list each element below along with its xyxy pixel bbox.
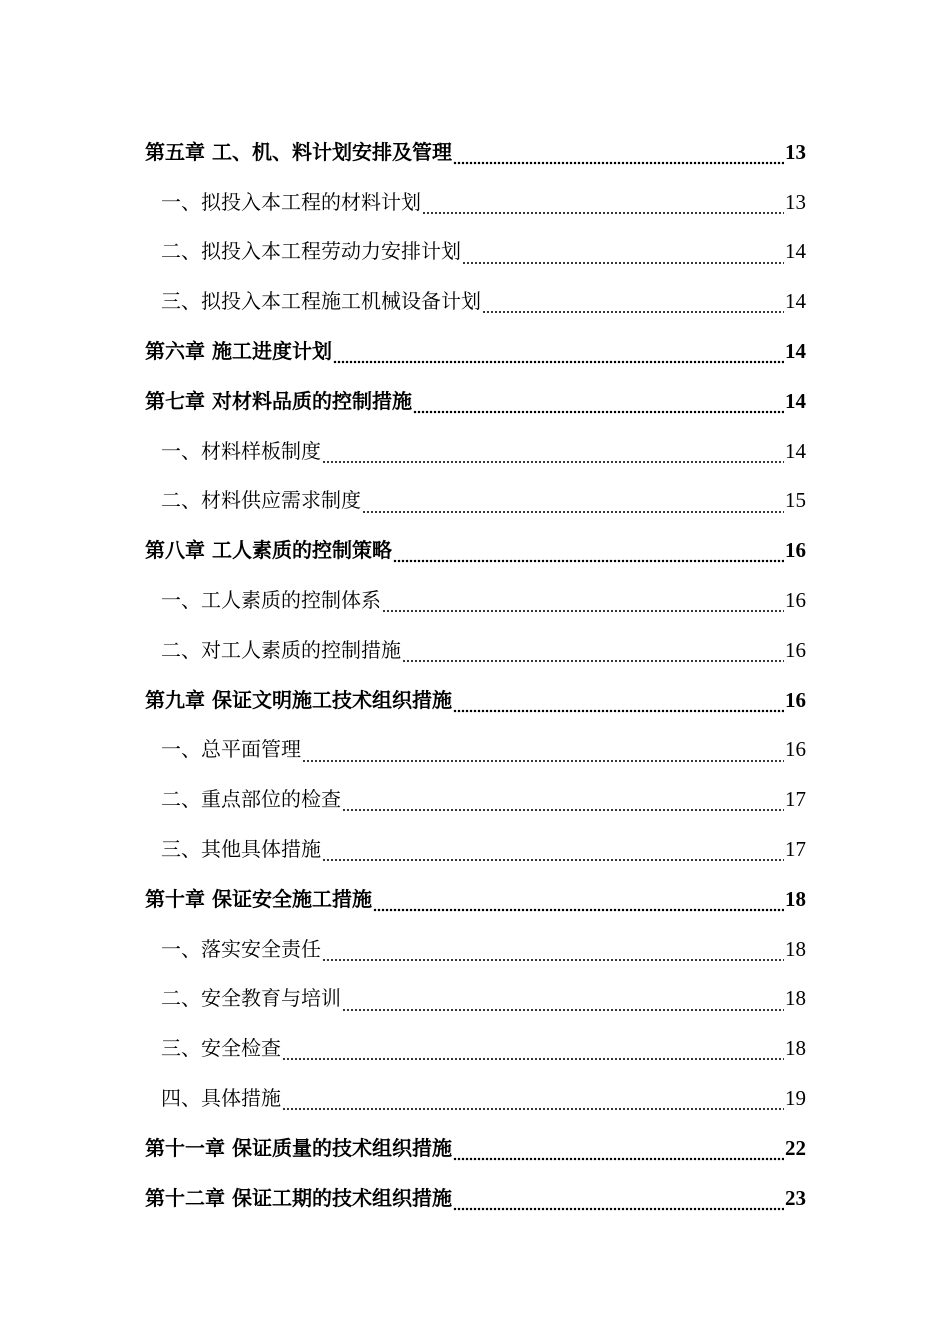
toc-section-entry[interactable] [145, 1073, 806, 1123]
toc-page-number: 17 [785, 837, 806, 862]
toc-entry-title: 一、材料样板制度 [161, 438, 321, 463]
toc-dot-leader [302, 725, 784, 775]
toc-section-entry[interactable] [145, 625, 806, 675]
toc-dot-leader [322, 824, 784, 874]
toc-entry-title: 一、拟投入本工程的材料计划 [161, 189, 421, 214]
toc-section-entry[interactable] [145, 575, 806, 625]
toc-section-entry[interactable] [145, 774, 806, 824]
toc-dot-leader [422, 177, 784, 227]
toc-chapter-entry[interactable] [145, 127, 806, 177]
toc-entry-title: 一、落实安全责任 [161, 936, 321, 961]
toc-entry-title: 二、对工人素质的控制措施 [161, 637, 401, 662]
toc-page-number: 22 [785, 1135, 806, 1160]
toc-section-entry[interactable] [145, 1023, 806, 1073]
toc-dot-leader [333, 326, 784, 376]
toc-dot-leader [362, 476, 784, 526]
toc-dot-leader [322, 426, 784, 476]
toc-page-number: 14 [785, 239, 806, 264]
toc-page-number: 14 [785, 388, 806, 413]
toc-dot-leader [402, 625, 784, 675]
toc-page-number: 13 [785, 189, 806, 214]
toc-page-number: 14 [785, 339, 806, 364]
toc-dot-leader [453, 127, 784, 177]
toc-section-entry[interactable] [145, 924, 806, 974]
toc-section-entry[interactable] [145, 227, 806, 277]
toc-page-number: 15 [785, 488, 806, 513]
toc-entry-title: 第九章 保证文明施工技术组织措施 [145, 687, 452, 712]
toc-page-number: 16 [785, 737, 806, 762]
toc-dot-leader [282, 1023, 784, 1073]
toc-entry-title: 二、拟投入本工程劳动力安排计划 [161, 239, 461, 264]
toc-page-number: 18 [785, 986, 806, 1011]
toc-entry-title: 第十一章 保证质量的技术组织措施 [145, 1135, 452, 1160]
toc-dot-leader [342, 774, 784, 824]
toc-entry-title: 第八章 工人素质的控制策略 [145, 538, 392, 563]
toc-entry-title: 二、安全教育与培训 [161, 986, 341, 1011]
toc-entry-title: 第六章 施工进度计划 [145, 339, 332, 364]
toc-entry-title: 四、具体措施 [161, 1086, 281, 1111]
toc-dot-leader [382, 575, 784, 625]
toc-page-number: 14 [785, 289, 806, 314]
toc-section-entry[interactable] [145, 476, 806, 526]
toc-entry-title: 二、材料供应需求制度 [161, 488, 361, 513]
table-of-contents [145, 127, 806, 1223]
toc-chapter-entry[interactable] [145, 1173, 806, 1223]
toc-page-number: 18 [785, 886, 806, 911]
toc-page-number: 16 [785, 538, 806, 563]
toc-dot-leader [282, 1073, 784, 1123]
toc-section-entry[interactable] [145, 177, 806, 227]
toc-entry-title: 二、重点部位的检查 [161, 787, 341, 812]
toc-dot-leader [482, 276, 784, 326]
toc-dot-leader [453, 1173, 784, 1223]
toc-dot-leader [373, 874, 784, 924]
toc-section-entry[interactable] [145, 426, 806, 476]
toc-entry-title: 第十二章 保证工期的技术组织措施 [145, 1185, 452, 1210]
toc-page-number: 18 [785, 936, 806, 961]
toc-dot-leader [393, 525, 784, 575]
toc-page-number: 17 [785, 787, 806, 812]
toc-page-number: 18 [785, 1036, 806, 1061]
toc-chapter-entry[interactable] [145, 874, 806, 924]
toc-entry-title: 三、拟投入本工程施工机械设备计划 [161, 289, 481, 314]
toc-page-number: 23 [785, 1185, 806, 1210]
toc-section-entry[interactable] [145, 974, 806, 1024]
toc-dot-leader [322, 924, 784, 974]
toc-section-entry[interactable] [145, 276, 806, 326]
toc-page-number: 19 [785, 1086, 806, 1111]
toc-chapter-entry[interactable] [145, 376, 806, 426]
toc-entry-title: 第七章 对材料品质的控制措施 [145, 388, 412, 413]
toc-entry-title: 第十章 保证安全施工措施 [145, 886, 372, 911]
toc-page-number: 16 [785, 687, 806, 712]
toc-page-number: 16 [785, 588, 806, 613]
toc-chapter-entry[interactable] [145, 1123, 806, 1173]
toc-section-entry[interactable] [145, 824, 806, 874]
toc-page-number: 16 [785, 637, 806, 662]
toc-chapter-entry[interactable] [145, 675, 806, 725]
toc-dot-leader [453, 1123, 784, 1173]
toc-dot-leader [462, 227, 784, 277]
toc-chapter-entry[interactable] [145, 326, 806, 376]
toc-dot-leader [413, 376, 784, 426]
toc-chapter-entry[interactable] [145, 525, 806, 575]
toc-dot-leader [342, 974, 784, 1024]
toc-page-number: 14 [785, 438, 806, 463]
toc-entry-title: 三、其他具体措施 [161, 837, 321, 862]
toc-section-entry[interactable] [145, 725, 806, 775]
toc-entry-title: 一、总平面管理 [161, 737, 301, 762]
toc-page-number: 13 [785, 139, 806, 164]
toc-entry-title: 第五章 工、机、料计划安排及管理 [145, 139, 452, 164]
toc-entry-title: 一、工人素质的控制体系 [161, 588, 381, 613]
toc-dot-leader [453, 675, 784, 725]
toc-entry-title: 三、安全检查 [161, 1036, 281, 1061]
